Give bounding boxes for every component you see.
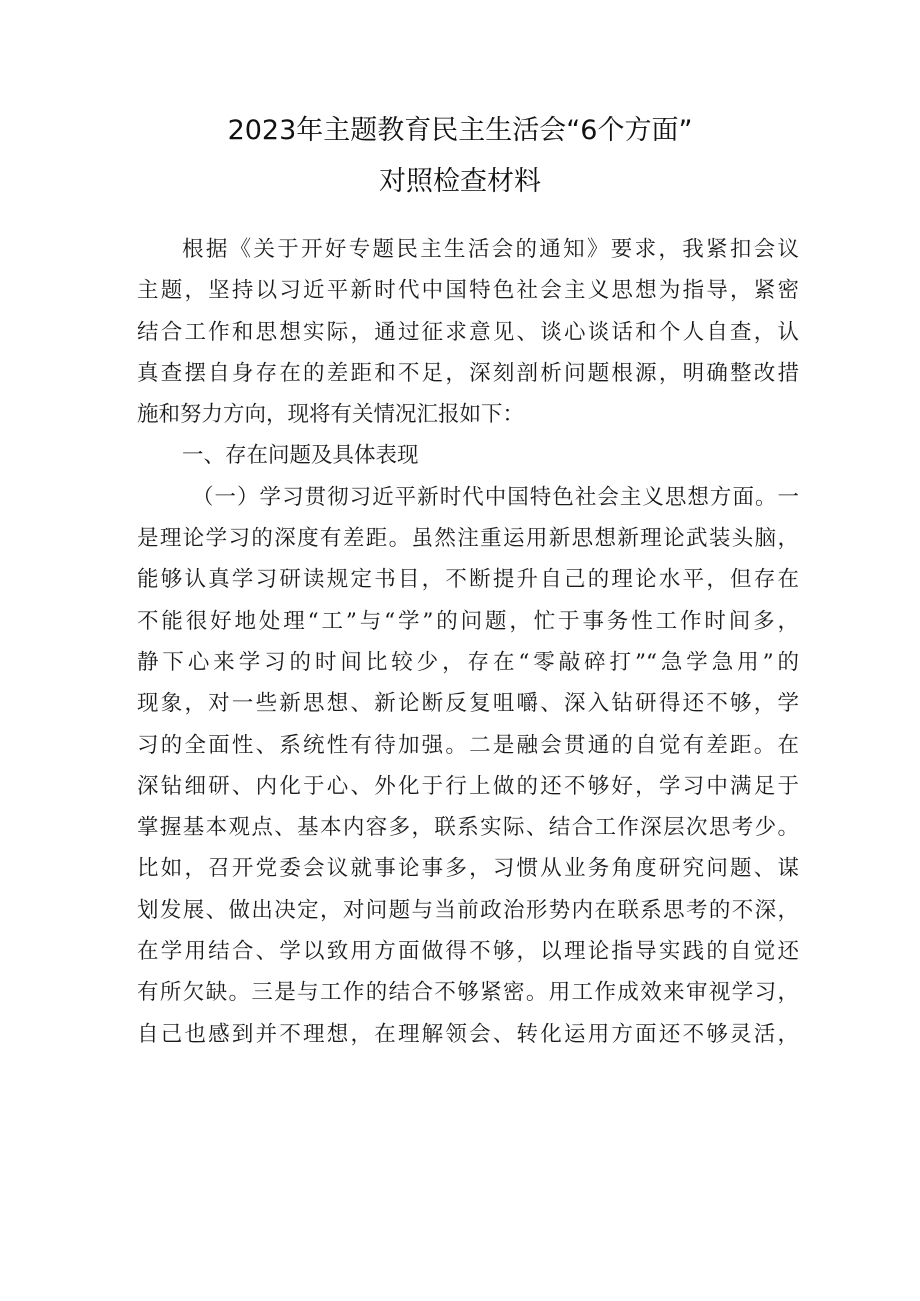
paragraph-line: 主题，坚持以习近平新时代中国特色社会主义思想为指导，紧密: [137, 278, 799, 304]
paragraph-line: 划发展、做出决定，对问题与当前政治形势内在联系思考的不深，: [137, 897, 799, 923]
paragraph-line: 掌握基本观点、基本内容多，联系实际、结合工作深层次思考少。: [137, 815, 799, 841]
paragraph-line: 自己也感到并不理想，在理解领会、转化运用方面还不够灵活，: [137, 1021, 799, 1047]
paragraph-line: 在学用结合、学以致用方面做得不够，以理论指导实践的自觉还: [137, 939, 799, 965]
paragraph-line: 比如，召开党委会议就事论事多，习惯从业务角度研究问题、谋: [137, 856, 799, 882]
document-body: [137, 229, 799, 1055]
paragraph-line: 结合工作和思想实际，通过征求意见、谈心谈话和个人自查，认: [137, 319, 799, 345]
paragraph-line: 是理论学习的深度有差距。虽然注重运用新思想新理论武装头脑，: [137, 526, 799, 552]
paragraph-line: 深钻细研、内化于心、外化于行上做的还不够好，学习中满足于: [137, 773, 799, 799]
document-title-line-1: 2023年主题教育民主生活会“6个方面”: [227, 115, 693, 146]
paragraph-line: 能够认真学习研读规定书目，不断提升自己的理论水平，但存在: [137, 567, 799, 593]
paragraph-line: 静下心来学习的时间比较少，存在“零敲碎打”“急学急用”的: [137, 649, 799, 675]
section-heading: 一、存在问题及具体表现: [182, 443, 419, 469]
paragraph-line: 现象，对一些新思想、新论断反复咀嚼、深入钻研得还不够，学: [137, 691, 799, 717]
document-title-line-2: 对照检查材料: [379, 166, 541, 197]
paragraph-line: 不能很好地处理“工”与“学”的问题，忙于事务性工作时间多，: [137, 608, 799, 634]
paragraph-line: 根据《关于开好专题民主生活会的通知》要求，我紧扣会议: [182, 237, 799, 262]
paragraph-line: 施和努力方向，现将有关情况汇报如下：: [137, 402, 525, 428]
subsection-heading-line: （一）学习贯彻习近平新时代中国特色社会主义思想方面。一: [192, 484, 799, 510]
paragraph-line: 真查摆自身存在的差距和不足，深刻剖析问题根源，明确整改措: [137, 360, 799, 386]
paragraph-line: 习的全面性、系统性有待加强。二是融会贯通的自觉有差距。在: [137, 732, 799, 758]
paragraph-line: 有所欠缺。三是与工作的结合不够紧密。用工作成效来审视学习，: [137, 980, 799, 1006]
